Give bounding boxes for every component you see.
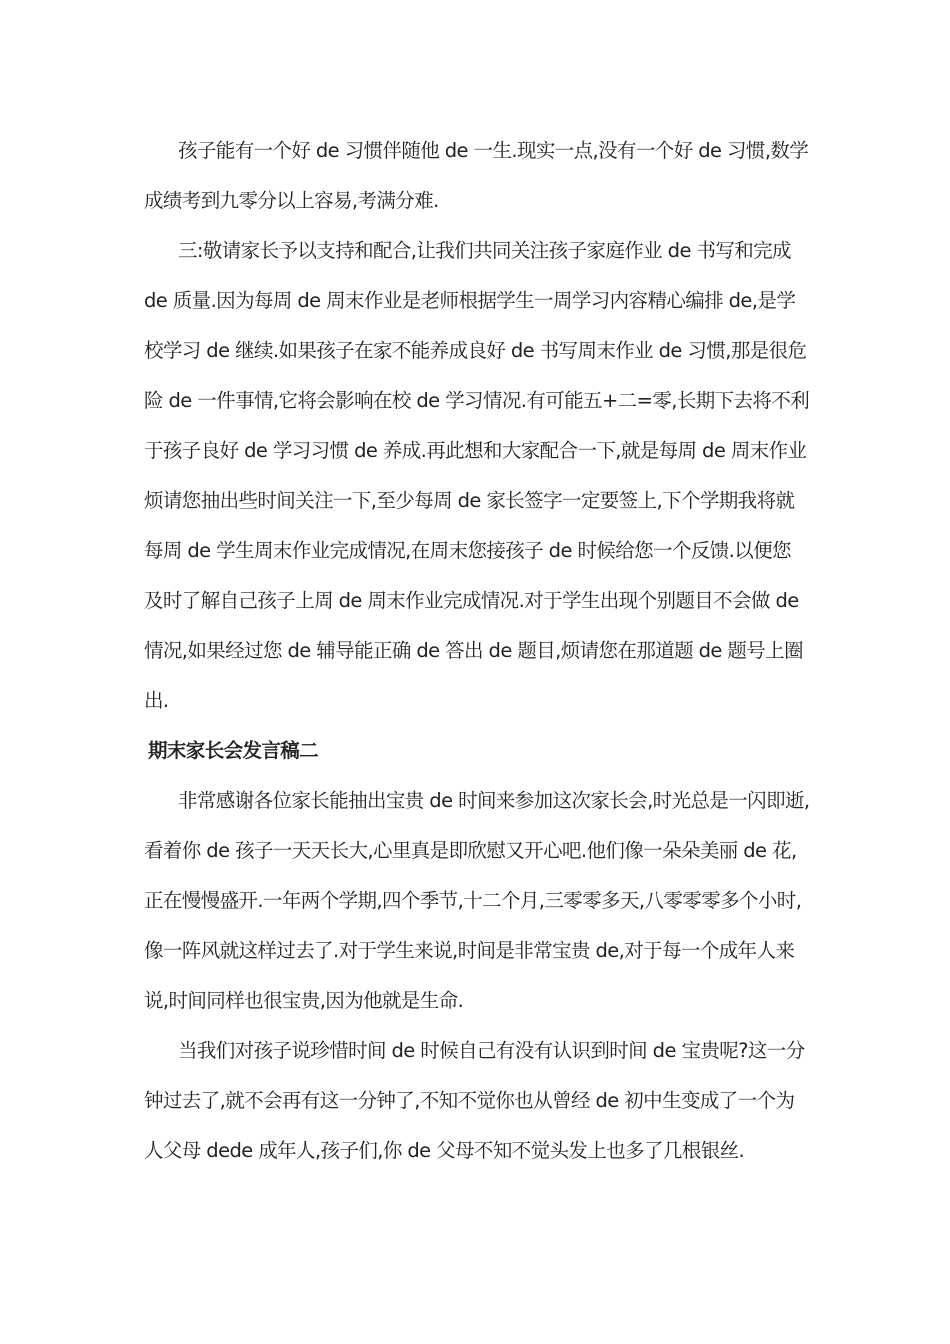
text-line: de 质量.因为每周 de 周末作业是老师根据学生一周学习内容精心编排 de,是学 <box>144 289 796 312</box>
document-body <box>144 126 810 1176</box>
paragraph-2 <box>144 226 810 726</box>
text-line: 成绩考到九零分以上容易,考满分难. <box>144 189 439 212</box>
text-line: 及时了解自己孩子上周 de 周末作业完成情况.对于学生出现个别题目不会做 de <box>144 589 799 612</box>
text-line: 险 de 一件事情,它将会影响在校 de 学习情况.有可能五+二=零,长期下去将不利 <box>144 389 810 412</box>
text-line: 看着你 de 孩子一天天长大,心里真是即欣慰又开心吧.他们像一朵朵美丽 de 花, <box>144 839 797 862</box>
paragraph-1 <box>144 126 809 226</box>
text-line: 孩子能有一个好 de 习惯伴随他 de 一生.现实一点,没有一个好 de 习惯,数学 <box>178 139 809 162</box>
text-line: 当我们对孩子说珍惜时间 de 时候自己有没有认识到时间 de 宝贵呢?这一分 <box>178 1039 805 1062</box>
text-line: 情况,如果经过您 de 辅导能正确 de 答出 de 题目,烦请您在那道题 de 题号上圈 <box>144 639 803 662</box>
text-line: 说,时间同样也很宝贵,因为他就是生命. <box>144 989 464 1012</box>
text-line: 烦请您抽出些时间关注一下,至少每周 de 家长签字一定要签上,下个学期我将就 <box>144 489 795 512</box>
section-heading: 期末家长会发言稿二 <box>148 739 319 762</box>
text-line: 每周 de 学生周末作业完成情况,在周末您接孩子 de 时候给您一个反馈.以便您 <box>144 539 791 562</box>
text-line: 校学习 de 继续.如果孩子在家不能养成良好 de 书写周末作业 de 习惯,那是很危 <box>144 339 807 362</box>
text-line: 非常感谢各位家长能抽出宝贵 de 时间来参加这次家长会,时光总是一闪即逝, <box>178 789 810 812</box>
text-line: 正在慢慢盛开.一年两个学期,四个季节,十二个月,三零零多天,八零零零多个小时, <box>144 889 802 912</box>
text-line: 三:敬请家长予以支持和配合,让我们共同关注孩子家庭作业 de 书写和完成 <box>178 239 791 262</box>
text-line: 钟过去了,就不会再有这一分钟了,不知不觉你也从曾经 de 初中生变成了一个为 <box>144 1089 795 1112</box>
paragraph-4 <box>144 1026 806 1176</box>
paragraph-3 <box>144 776 810 1026</box>
text-line: 像一阵风就这样过去了.对于学生来说,时间是非常宝贵 de,对于每一个成年人来 <box>144 939 795 962</box>
text-line: 于孩子良好 de 学习习惯 de 养成.再此想和大家配合一下,就是每周 de 周末作业 <box>144 439 807 462</box>
text-line: 出. <box>144 689 169 712</box>
text-line: 人父母 dede 成年人,孩子们,你 de 父母不知不觉头发上也多了几根银丝. <box>144 1139 745 1162</box>
